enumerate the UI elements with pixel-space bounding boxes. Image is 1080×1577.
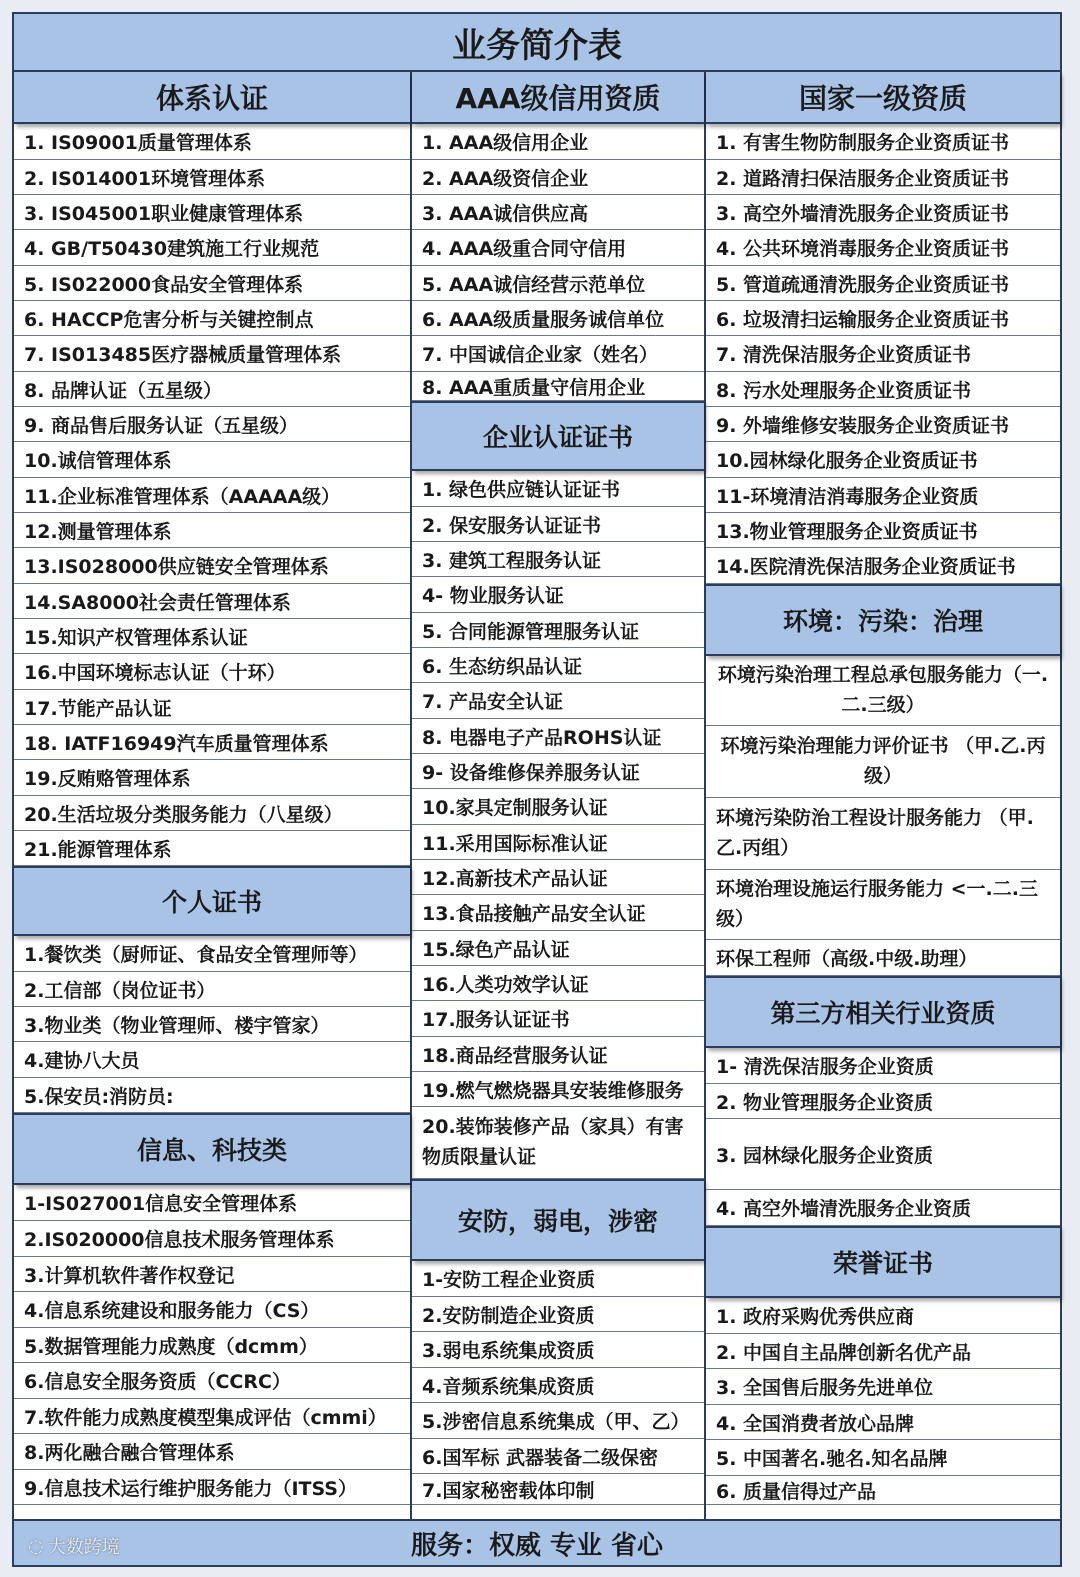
- list-item: 8. 品牌认证（五星级）: [14, 372, 410, 407]
- list-item: 8. 污水处理服务企业资质证书: [706, 372, 1060, 407]
- section-header-national-1: 环境：污染：治理: [706, 584, 1060, 656]
- list-item: 1. IS09001质量管理体系: [14, 124, 410, 160]
- list-item: 4- 物业服务认证: [412, 577, 704, 613]
- list-item: 3. 建筑工程服务认证: [412, 542, 704, 577]
- section-header-national-2: 第三方相关行业资质: [706, 976, 1060, 1048]
- list-item: 4. 公共环境消毒服务企业资质证书: [706, 230, 1060, 266]
- list-item: 13.物业管理服务企业资质证书: [706, 513, 1060, 548]
- list-item: 4. 高空外墙清洗服务企业资质: [706, 1190, 1060, 1226]
- footer-slogan: 服务：权威 专业 省心: [14, 1519, 1060, 1565]
- list-item: 17.服务认证证书: [412, 1001, 704, 1037]
- list-item: 1. AAA级信用企业: [412, 124, 704, 160]
- list-item: 9. 商品售后服务认证（五星级）: [14, 407, 410, 442]
- section-header-national-0: 国家一级资质: [706, 72, 1060, 124]
- list-item: 7. 产品安全认证: [412, 683, 704, 719]
- list-item: 5. 管道疏通清洗服务企业资质证书: [706, 266, 1060, 301]
- list-item: 2.安防制造企业资质: [412, 1297, 704, 1332]
- list-item: 6. AAA级质量服务诚信单位: [412, 301, 704, 336]
- list-item: 14.SA8000社会责任管理体系: [14, 584, 410, 619]
- list-item: 5.保安员:消防员:: [14, 1078, 410, 1113]
- table-title: 业务简介表: [14, 14, 1060, 72]
- list-item: 10.园林绿化服务企业资质证书: [706, 442, 1060, 478]
- list-item: 2. 道路清扫保洁服务企业资质证书: [706, 160, 1060, 195]
- list-item: 5. AAA诚信经营示范单位: [412, 266, 704, 301]
- list-item: 3.物业类（物业管理师、楼宇管家）: [14, 1007, 410, 1042]
- list-item: 3. IS045001职业健康管理体系: [14, 195, 410, 230]
- list-item: 9. 外墙维修安装服务企业资质证书: [706, 407, 1060, 442]
- list-item: 2.IS020000信息技术服务管理体系: [14, 1221, 410, 1257]
- list-item: 10.家具定制服务认证: [412, 789, 704, 825]
- section-header-credit-2: 安防，弱电，涉密: [412, 1179, 704, 1261]
- list-item: 4. GB/T50430建筑施工行业规范: [14, 230, 410, 266]
- list-item: 19.反贿赂管理体系: [14, 760, 410, 796]
- list-item: 11-环境清洁消毒服务企业资质: [706, 478, 1060, 513]
- list-item: 21.能源管理体系: [14, 831, 410, 866]
- list-item: 15.绿色产品认证: [412, 931, 704, 966]
- section-header-certification-0: 体系认证: [14, 72, 410, 124]
- list-item: 7. 中国诚信企业家（姓名）: [412, 336, 704, 372]
- list-item: 2.工信部（岗位证书）: [14, 972, 410, 1007]
- list-item: 12.测量管理体系: [14, 513, 410, 548]
- list-item: 16.人类功效学认证: [412, 966, 704, 1001]
- column-credit-qualification: [412, 72, 706, 1519]
- list-item: 7. 清洗保洁服务企业资质证书: [706, 336, 1060, 372]
- business-overview-table: [12, 12, 1062, 1567]
- list-item: 3. AAA诚信供应高: [412, 195, 704, 230]
- list-item: 2. 物业管理服务企业资质: [706, 1084, 1060, 1119]
- list-item: 20.装饰装修产品（家具）有害物质限量认证: [412, 1107, 704, 1179]
- list-item: 5. 中国著名.驰名.知名品牌: [706, 1440, 1060, 1476]
- list-item: 18. IATF16949汽车质量管理体系: [14, 725, 410, 760]
- list-item: 1-安防工程企业资质: [412, 1261, 704, 1297]
- list-item: 环境污染防治工程设计服务能力 （甲.乙.丙组）: [706, 798, 1060, 870]
- section-header-credit-0: AAA级信用资质: [412, 72, 704, 124]
- list-item: 3.计算机软件著作权登记: [14, 1257, 410, 1292]
- list-item: 5. IS022000食品安全管理体系: [14, 266, 410, 301]
- list-item: 7.国家秘密载体印制: [412, 1474, 704, 1505]
- list-item: 11.采用国际标准认证: [412, 825, 704, 860]
- list-item: 6. HACCP危害分析与关键控制点: [14, 301, 410, 336]
- list-item: 8. 电器电子产品ROHS认证: [412, 719, 704, 754]
- section-header-credit-1: 企业认证证书: [412, 401, 704, 471]
- list-item: 1. 政府采购优秀供应商: [706, 1298, 1060, 1334]
- list-item: 13.IS028000供应链安全管理体系: [14, 548, 410, 584]
- list-item: 14.医院清洗保洁服务企业资质证书: [706, 548, 1060, 584]
- list-item: 1. 绿色供应链认证证书: [412, 471, 704, 507]
- list-item: 20.生活垃圾分类服务能力（八星级）: [14, 796, 410, 831]
- list-item: 19.燃气燃烧器具安装维修服务: [412, 1072, 704, 1107]
- list-item: 3. 高空外墙清洗服务企业资质证书: [706, 195, 1060, 230]
- list-item: 11.企业标准管理体系（AAAAA级）: [14, 478, 410, 513]
- list-item: 4.音频系统集成资质: [412, 1368, 704, 1403]
- watermark: [28, 1533, 120, 1559]
- list-item: 环保工程师（高级.中级.助理）: [706, 940, 1060, 976]
- list-item: 2. IS014001环境管理体系: [14, 160, 410, 195]
- list-item: 环境污染治理能力评价证书 （甲.乙.丙级）: [706, 726, 1060, 798]
- list-item: 18.商品经营服务认证: [412, 1037, 704, 1072]
- list-item: 7.软件能力成熟度模型集成评估（cmmi）: [14, 1399, 410, 1434]
- list-item: 7. IS013485医疗器械质量管理体系: [14, 336, 410, 372]
- list-item: 17.节能产品认证: [14, 690, 410, 725]
- list-item: 1. 有害生物防制服务企业资质证书: [706, 124, 1060, 160]
- list-item: 5.数据管理能力成熟度（dcmm）: [14, 1328, 410, 1363]
- list-item: 4.建协八大员: [14, 1042, 410, 1078]
- list-item: 3. 全国售后服务先进单位: [706, 1369, 1060, 1405]
- watermark-text: 大数跨境: [47, 1537, 120, 1558]
- list-item: 9.信息技术运行维护服务能力（ITSS）: [14, 1470, 410, 1505]
- section-header-certification-2: 信息、科技类: [14, 1113, 410, 1185]
- list-item: 12.高新技术产品认证: [412, 860, 704, 895]
- list-item: 1.餐饮类（厨师证、食品安全管理师等）: [14, 936, 410, 972]
- list-item: 1-IS027001信息安全管理体系: [14, 1185, 410, 1221]
- list-item: 4. 全国消费者放心品牌: [706, 1405, 1060, 1440]
- list-item: 环境污染治理工程总承包服务能力（一.二.三级）: [706, 656, 1060, 726]
- list-item: 2. 保安服务认证证书: [412, 507, 704, 542]
- list-item: 4. AAA级重合同守信用: [412, 230, 704, 266]
- list-item: 环境治理设施运行服务能力 <一.二.三级）: [706, 870, 1060, 940]
- list-item: 3.弱电系统集成资质: [412, 1332, 704, 1368]
- list-item: 5. 合同能源管理服务认证: [412, 613, 704, 648]
- list-item: 13.食品接触产品安全认证: [412, 895, 704, 931]
- list-item: 6.国军标 武器装备二级保密: [412, 1439, 704, 1474]
- list-item: 3. 园林绿化服务企业资质: [706, 1119, 1060, 1190]
- column-national-qualification: [706, 72, 1060, 1519]
- list-item: 16.中国环境标志认证（十环）: [14, 654, 410, 690]
- list-item: 8.两化融合融合管理体系: [14, 1434, 410, 1470]
- list-item: 6.信息安全服务资质（CCRC）: [14, 1363, 410, 1399]
- list-item: 9- 设备维修保养服务认证: [412, 754, 704, 789]
- watermark-logo-icon: ◌: [28, 1535, 44, 1557]
- list-item: 8. AAA重质量守信用企业: [412, 372, 704, 401]
- list-item: 15.知识产权管理体系认证: [14, 619, 410, 654]
- column-certification: [14, 72, 412, 1519]
- section-header-national-3: 荣誉证书: [706, 1226, 1060, 1298]
- list-item: 2. 中国自主品牌创新名优产品: [706, 1334, 1060, 1369]
- list-item: 6. 垃圾清扫运输服务企业资质证书: [706, 301, 1060, 336]
- section-header-certification-1: 个人证书: [14, 866, 410, 936]
- list-item: 6. 生态纺织品认证: [412, 648, 704, 683]
- list-item: 2. AAA级资信企业: [412, 160, 704, 195]
- list-item: 1- 清洗保洁服务企业资质: [706, 1048, 1060, 1084]
- list-item: 5.涉密信息系统集成（甲、乙）: [412, 1403, 704, 1439]
- list-item: 6. 质量信得过产品: [706, 1476, 1060, 1505]
- list-item: 10.诚信管理体系: [14, 442, 410, 478]
- list-item: 4.信息系统建设和服务能力（CS）: [14, 1292, 410, 1328]
